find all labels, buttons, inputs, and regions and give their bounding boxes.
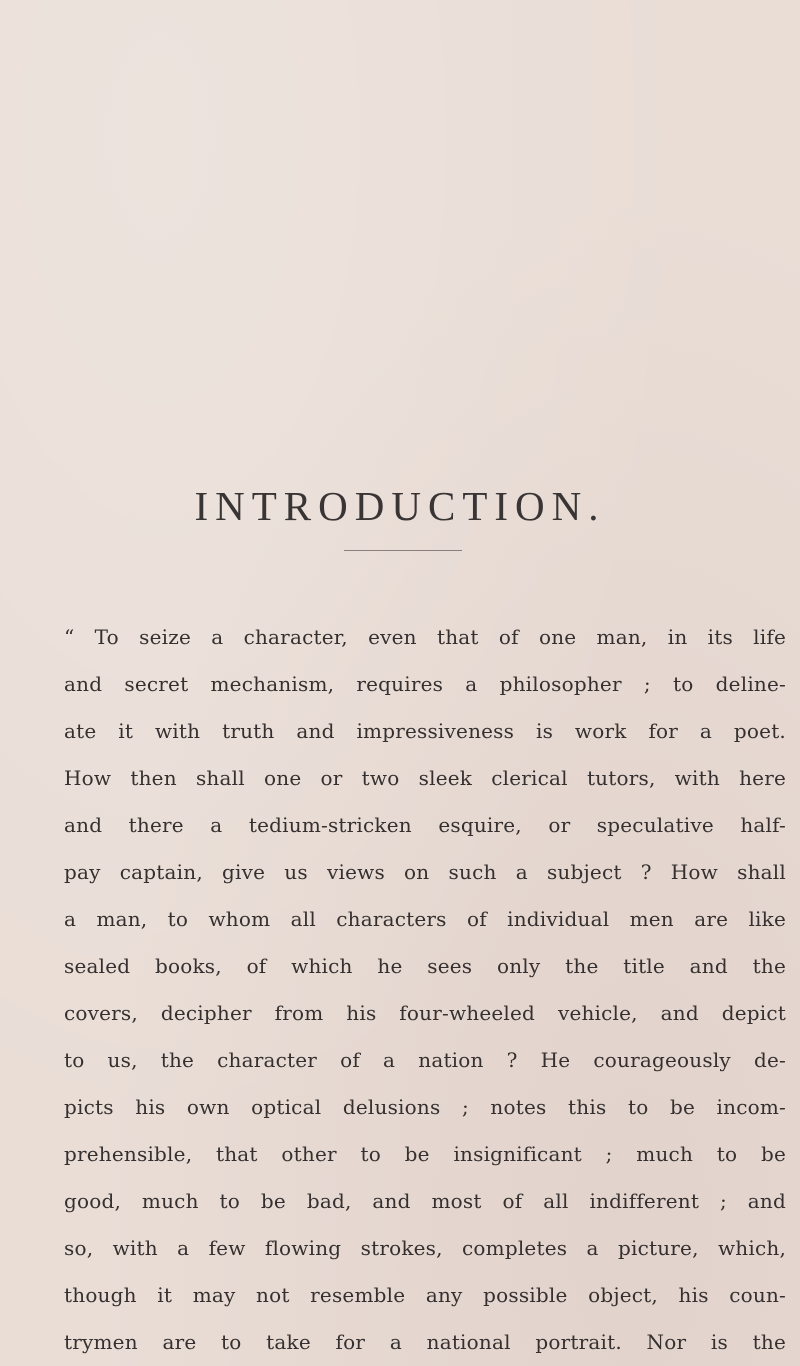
heading-rule [344,550,462,551]
text-line: trymen are to take for a national portrait. Nor is the [64,1330,786,1354]
text-line: good, much to be bad, and most of all indifferent ; and [64,1189,786,1213]
text-line: a man, to whom all characters of individual men are like [64,907,786,931]
body-text [64,614,786,1366]
text-line: prehensible, that other to be insignificant ; much to be [64,1142,786,1166]
text-line: so, with a few flowing strokes, completes a picture, which, [64,1236,786,1260]
text-line: though it may not resemble any possible object, his coun- [64,1283,786,1307]
text-line: “ To seize a character, even that of one man, in its life [64,625,786,649]
text-line: sealed books, of which he sees only the title and the [64,954,786,978]
text-line: How then shall one or two sleek clerical tutors, with here [64,766,786,790]
chapter-heading: INTRODUCTION. [194,483,606,529]
text-line: picts his own optical delusions ; notes this to be incom- [64,1095,786,1119]
text-line: to us, the character of a nation ? He courageously de- [64,1048,786,1072]
text-line: and secret mechanism, requires a philosopher ; to deline- [64,672,786,696]
text-line: pay captain, give us views on such a subject ? How shall [64,860,786,884]
text-line: and there a tedium-stricken esquire, or speculative half- [64,813,786,837]
text-line: ate it with truth and impressiveness is work for a poet. [64,719,786,743]
text-line: covers, decipher from his four-wheeled vehicle, and depict [64,1001,786,1025]
